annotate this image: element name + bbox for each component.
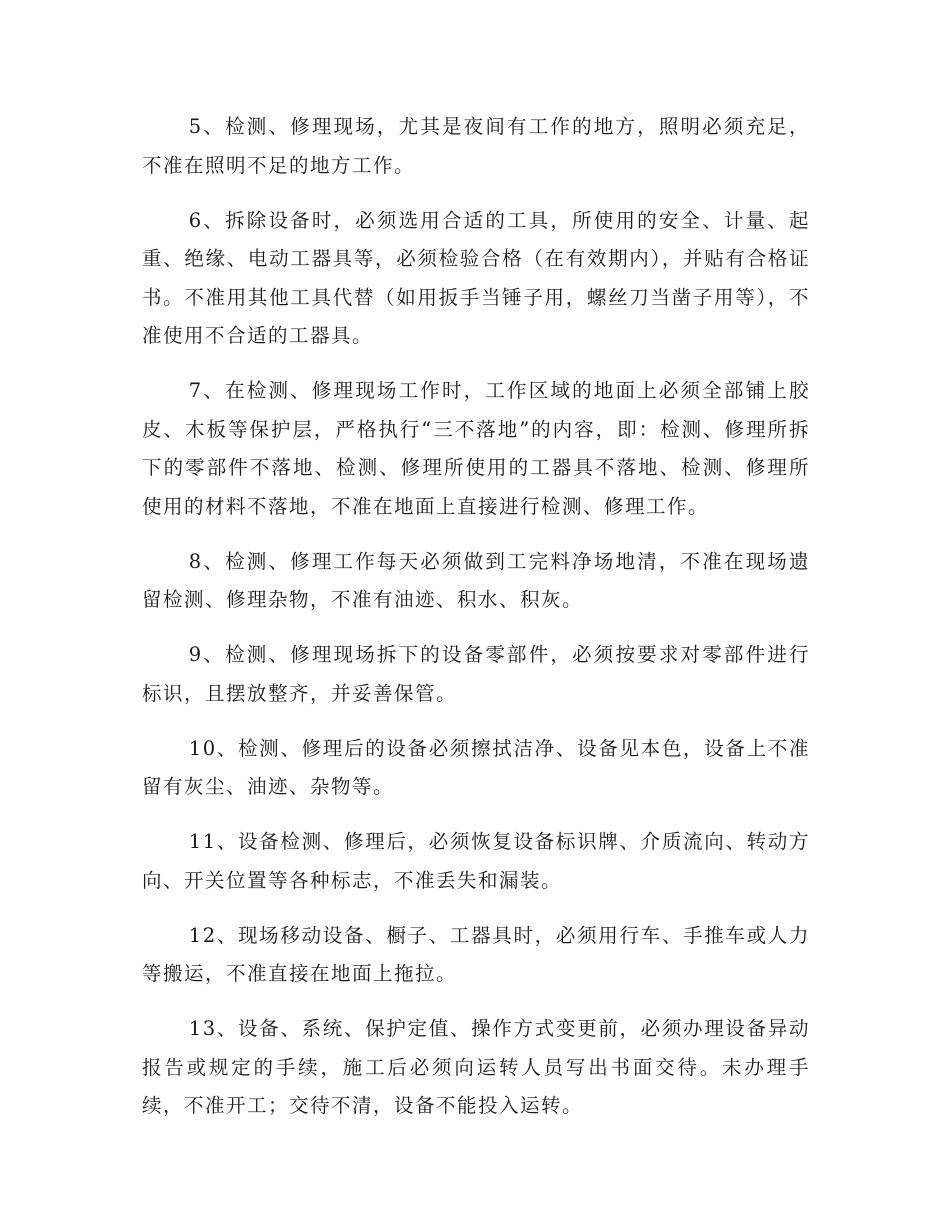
paragraph-item-9: 9、检测、修理现场拆下的设备零部件，必须按要求对零部件进行标识，且摆放整齐，并妥善保管。 <box>142 643 810 705</box>
paragraph-item-7: 7、在检测、修理现场工作时，工作区域的地面上必须全部铺上胶皮、木板等保护层，严格执行“三不落地”的内容，即：检测、修理所拆下的零部件不落地、检测、修理所使用的工器具不落地、检测、修理所使用的材料不落地，不准在地面上直接进行检测、修理工作。 <box>142 379 810 518</box>
paragraph-item-6: 6、拆除设备时，必须选用合适的工具，所使用的安全、计量、起重、绝缘、电动工器具等，必须检验合格（在有效期内），并贴有合格证书。不准用其他工具代替（如用扳手当锤子用，螺丝刀当凿子用等），不准使用不合适的工器具。 <box>142 208 810 347</box>
paragraph-item-8: 8、检测、修理工作每天必须做到工完料净场地清，不准在现场遗留检测、修理杂物，不准有油迹、积水、积灰。 <box>142 549 810 611</box>
paragraph-item-13: 13、设备、系统、保护定值、操作方式变更前，必须办理设备异动报告或规定的手续，施工后必须向运转人员写出书面交待。未办理手续，不准开工；交待不清，设备不能投入运转。 <box>142 1017 810 1117</box>
paragraph-item-12: 12、现场移动设备、橱子、工器具时，必须用行车、手推车或人力等搬运，不准直接在地面上拖拉。 <box>142 923 810 985</box>
paragraph-item-5: 5、检测、修理现场，尤其是夜间有工作的地方，照明必须充足，不准在照明不足的地方工作。 <box>142 115 810 177</box>
document-body <box>142 108 810 1142</box>
paragraph-item-10: 10、检测、修理后的设备必须擦拭洁净、设备见本色，设备上不准留有灰尘、油迹、杂物等。 <box>142 736 810 798</box>
paragraph-item-11: 11、设备检测、修理后，必须恢复设备标识牌、介质流向、转动方向、开关位置等各种标志，不准丢失和漏装。 <box>142 830 810 892</box>
